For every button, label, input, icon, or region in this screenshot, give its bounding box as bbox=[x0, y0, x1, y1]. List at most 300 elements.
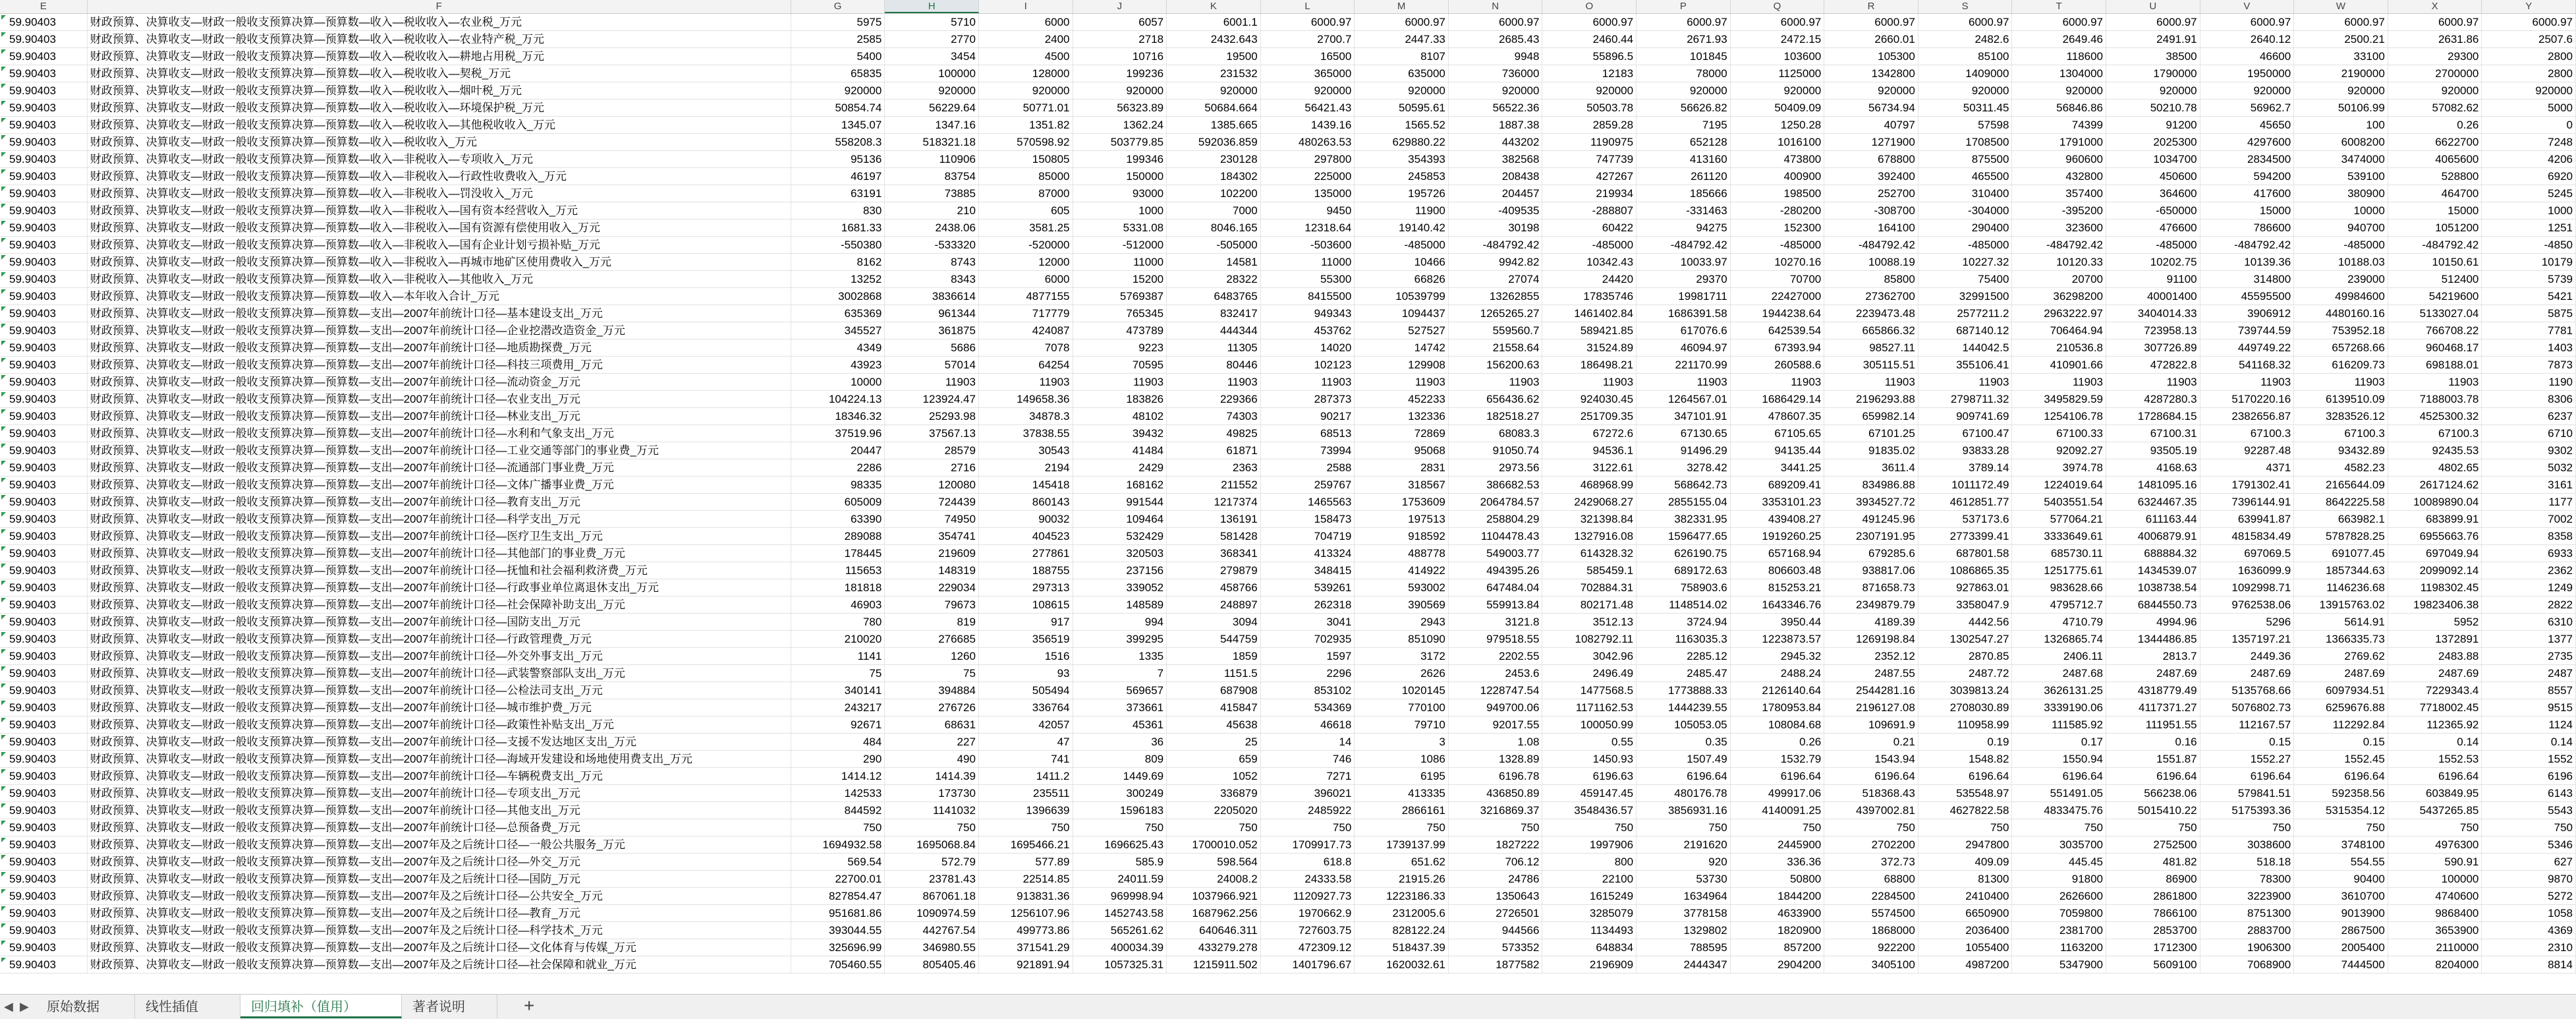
cell-value[interactable]: 339052 bbox=[1073, 579, 1167, 596]
cell-value[interactable]: 10188.03 bbox=[2294, 254, 2388, 270]
cell-value[interactable]: 390569 bbox=[1355, 597, 1449, 613]
column-header-j[interactable]: J bbox=[1073, 0, 1167, 13]
cell-value[interactable]: 800 bbox=[1542, 854, 1637, 870]
cell-value[interactable]: 2798711.32 bbox=[1918, 391, 2013, 407]
cell-value[interactable]: 2831 bbox=[1355, 459, 1449, 476]
cell-indicator-name[interactable]: 财政预算、决算收支—财政一般收支预算决算—预算数—支出—2007年及之后统计口径—一般公共服务_万元 bbox=[88, 836, 791, 853]
cell-value[interactable]: 2099092.14 bbox=[2388, 562, 2482, 579]
cell-value[interactable]: 95136 bbox=[791, 151, 885, 167]
cell-value[interactable]: 1773888.33 bbox=[1637, 682, 1731, 699]
cell-value[interactable]: 994 bbox=[1073, 614, 1167, 630]
cell-value[interactable]: 594200 bbox=[2200, 168, 2295, 185]
cell-value[interactable]: 505494 bbox=[979, 682, 1073, 699]
cell-value[interactable]: 1271900 bbox=[1824, 134, 1918, 150]
cell-value[interactable]: 1449.69 bbox=[1073, 768, 1167, 784]
cell-value[interactable]: 1507.49 bbox=[1637, 751, 1731, 767]
column-header-g[interactable]: G bbox=[791, 0, 885, 13]
cell-value[interactable]: 11903 bbox=[1073, 374, 1167, 390]
cell-value[interactable]: 503779.85 bbox=[1073, 134, 1167, 150]
cell-value[interactable]: 605 bbox=[979, 202, 1073, 219]
cell-code[interactable]: 59.90403 bbox=[0, 939, 88, 956]
cell-value[interactable]: 30198 bbox=[1449, 219, 1543, 236]
cell-value[interactable]: -484792.42 bbox=[1824, 237, 1918, 253]
cell-value[interactable]: 991544 bbox=[1073, 494, 1167, 510]
cell-value[interactable]: 4140091.25 bbox=[1731, 802, 1825, 819]
cell-value[interactable]: 750 bbox=[2388, 819, 2482, 836]
cell-indicator-name[interactable]: 财政预算、决算收支—财政一般收支预算决算—预算数—支出—2007年前统计口径—医疗卫生支出_万元 bbox=[88, 528, 791, 544]
cell-value[interactable]: 453762 bbox=[1261, 322, 1355, 339]
cell-value[interactable]: 2005400 bbox=[2294, 939, 2388, 956]
cell-value[interactable]: 38500 bbox=[2106, 48, 2200, 65]
column-header-t[interactable]: T bbox=[2012, 0, 2106, 13]
cell-value[interactable]: 10466 bbox=[1355, 254, 1449, 270]
cell-value[interactable]: 75 bbox=[885, 665, 979, 682]
cell-value[interactable]: 687140.12 bbox=[1918, 322, 2013, 339]
cell-value[interactable]: 2400 bbox=[979, 31, 1073, 47]
cell-value[interactable]: 66826 bbox=[1355, 271, 1449, 287]
cell-value[interactable]: 5175393.36 bbox=[2200, 802, 2295, 819]
cell-value[interactable]: 12318.64 bbox=[1261, 219, 1355, 236]
cell-value[interactable]: 1465563 bbox=[1261, 494, 1355, 510]
column-header-i[interactable]: I bbox=[979, 0, 1073, 13]
cell-value[interactable]: 871658.73 bbox=[1824, 579, 1918, 596]
cell-value[interactable]: 262318 bbox=[1261, 597, 1355, 613]
cell-value[interactable]: 5686 bbox=[885, 339, 979, 356]
cell-value[interactable]: 424087 bbox=[979, 322, 1073, 339]
cell-value[interactable]: 1051200 bbox=[2388, 219, 2482, 236]
cell-value[interactable]: 4287280.3 bbox=[2106, 391, 2200, 407]
cell-value[interactable]: 1686391.58 bbox=[1637, 305, 1731, 322]
cell-value[interactable]: 4877155 bbox=[979, 288, 1073, 305]
cell-value[interactable]: 2859.28 bbox=[1542, 117, 1637, 133]
cell-value[interactable]: 181818 bbox=[791, 579, 885, 596]
cell-value[interactable]: 657268.66 bbox=[2294, 339, 2388, 356]
cell-value[interactable]: 2485.47 bbox=[1637, 665, 1731, 682]
cell-value[interactable]: 115653 bbox=[791, 562, 885, 579]
cell-value[interactable]: 3283526.12 bbox=[2294, 408, 2388, 424]
cell-indicator-name[interactable]: 财政预算、决算收支—财政一般收支预算决算—预算数—收入—非税收入—国有资本经营收入_万元 bbox=[88, 202, 791, 219]
cell-value[interactable]: 765345 bbox=[1073, 305, 1167, 322]
cell-value[interactable]: 410901.66 bbox=[2012, 357, 2106, 373]
cell-value[interactable]: 938817.06 bbox=[1824, 562, 1918, 579]
cell-value[interactable]: -484792.42 bbox=[2388, 237, 2482, 253]
cell-value[interactable]: 539100 bbox=[2294, 168, 2388, 185]
cell-value[interactable]: 289088 bbox=[791, 528, 885, 544]
cell-value[interactable]: 9223 bbox=[1073, 339, 1167, 356]
cell-value[interactable]: 827854.47 bbox=[791, 888, 885, 904]
cell-value[interactable]: 36298200 bbox=[2012, 288, 2106, 305]
cell-value[interactable]: 144042.5 bbox=[1918, 339, 2013, 356]
cell-value[interactable]: 380900 bbox=[2294, 185, 2388, 202]
cell-value[interactable]: 95068 bbox=[1355, 442, 1449, 459]
cell-value[interactable]: 949700.06 bbox=[1449, 699, 1543, 716]
cell-value[interactable]: 2822 bbox=[2482, 597, 2576, 613]
cell-value[interactable]: 65835 bbox=[791, 65, 885, 82]
cell-value[interactable]: 277861 bbox=[979, 545, 1073, 562]
cell-value[interactable]: 1597 bbox=[1261, 648, 1355, 664]
cell-value[interactable]: 450600 bbox=[2106, 168, 2200, 185]
cell-value[interactable]: 6196.64 bbox=[1637, 768, 1731, 784]
cell-value[interactable]: 678800 bbox=[1824, 151, 1918, 167]
cell-value[interactable]: 6955663.76 bbox=[2388, 528, 2482, 544]
cell-value[interactable]: 92017.55 bbox=[1449, 716, 1543, 733]
cell-indicator-name[interactable]: 财政预算、决算收支—财政一般收支预算决算—预算数—支出—2007年前统计口径—城市维护费_万元 bbox=[88, 699, 791, 716]
cell-value[interactable]: 1223873.57 bbox=[1731, 631, 1825, 647]
cell-indicator-name[interactable]: 财政预算、决算收支—财政一般收支预算决算—预算数—收入—税收收入—环境保护税_万元 bbox=[88, 100, 791, 116]
cell-value[interactable]: 1450.93 bbox=[1542, 751, 1637, 767]
cell-value[interactable]: 585.9 bbox=[1073, 854, 1167, 870]
cell-value[interactable]: -288807 bbox=[1542, 202, 1637, 219]
cell-value[interactable]: 6622700 bbox=[2388, 134, 2482, 150]
cell-value[interactable]: 1124 bbox=[2482, 716, 2576, 733]
cell-value[interactable]: 480176.78 bbox=[1637, 785, 1731, 801]
cell-value[interactable]: 683899.91 bbox=[2388, 511, 2482, 527]
cell-value[interactable]: 627 bbox=[2482, 854, 2576, 870]
cell-value[interactable]: 54219600 bbox=[2388, 288, 2482, 305]
cell-value[interactable]: 2769.62 bbox=[2294, 648, 2388, 664]
cell-code[interactable]: 59.90403 bbox=[0, 82, 88, 99]
cell-value[interactable]: 103600 bbox=[1731, 48, 1825, 65]
cell-value[interactable]: 5403551.54 bbox=[2012, 494, 2106, 510]
cell-value[interactable]: 488778 bbox=[1355, 545, 1449, 562]
cell-value[interactable]: 5952 bbox=[2388, 614, 2482, 630]
cell-value[interactable]: 3974.78 bbox=[2012, 459, 2106, 476]
cell-value[interactable]: 9013900 bbox=[2294, 905, 2388, 921]
cell-value[interactable]: 1058 bbox=[2482, 905, 2576, 921]
cell-value[interactable]: 4206 bbox=[2482, 151, 2576, 167]
cell-value[interactable]: 321398.84 bbox=[1542, 511, 1637, 527]
cell-value[interactable]: 581428 bbox=[1167, 528, 1261, 544]
cell-value[interactable]: 386682.53 bbox=[1449, 477, 1543, 493]
cell-value[interactable]: 132336 bbox=[1355, 408, 1449, 424]
cell-value[interactable]: 100050.99 bbox=[1542, 716, 1637, 733]
cell-value[interactable]: 3358047.9 bbox=[1918, 597, 2013, 613]
cell-value[interactable]: 3906912 bbox=[2200, 305, 2295, 322]
cell-value[interactable]: 746 bbox=[1261, 751, 1355, 767]
cell-value[interactable]: 9450 bbox=[1261, 202, 1355, 219]
cell-value[interactable]: 534369 bbox=[1261, 699, 1355, 716]
cell-indicator-name[interactable]: 财政预算、决算收支—财政一般收支预算决算—预算数—收入—税收收入—耕地占用税_万元 bbox=[88, 48, 791, 65]
cell-value[interactable]: 6001.1 bbox=[1167, 14, 1261, 30]
cell-indicator-name[interactable]: 财政预算、决算收支—财政一般收支预算决算—预算数—支出—2007年前统计口径—行政事业单位离退休支出_万元 bbox=[88, 579, 791, 596]
cell-value[interactable]: 2716 bbox=[885, 459, 979, 476]
cell-value[interactable]: 920000 bbox=[1073, 82, 1167, 99]
cell-value[interactable]: 8557 bbox=[2482, 682, 2576, 699]
cell-value[interactable]: 2718 bbox=[1073, 31, 1167, 47]
cell-value[interactable]: 499773.86 bbox=[979, 922, 1073, 939]
cell-value[interactable]: 1857344.63 bbox=[2294, 562, 2388, 579]
cell-value[interactable]: 857200 bbox=[1731, 939, 1825, 956]
cell-code[interactable]: 59.90403 bbox=[0, 905, 88, 921]
cell-value[interactable]: 478607.35 bbox=[1731, 408, 1825, 424]
cell-value[interactable]: 100 bbox=[2294, 117, 2388, 133]
cell-value[interactable]: 2947800 bbox=[1918, 836, 2013, 853]
cell-value[interactable]: 6000.97 bbox=[1637, 14, 1731, 30]
cell-value[interactable]: 1034700 bbox=[2106, 151, 2200, 167]
cell-value[interactable]: 4371 bbox=[2200, 459, 2295, 476]
cell-indicator-name[interactable]: 财政预算、决算收支—财政一般收支预算决算—预算数—支出—2007年前统计口径—基本建设支出_万元 bbox=[88, 305, 791, 322]
cell-value[interactable]: 67105.65 bbox=[1731, 425, 1825, 442]
cell-value[interactable]: 49984600 bbox=[2294, 288, 2388, 305]
cell-value[interactable]: 10000 bbox=[2294, 202, 2388, 219]
cell-value[interactable]: 1700010.052 bbox=[1167, 836, 1261, 853]
column-header-s[interactable]: S bbox=[1918, 0, 2013, 13]
cell-value[interactable]: 3548436.57 bbox=[1542, 802, 1637, 819]
cell-value[interactable]: 5614.91 bbox=[2294, 614, 2388, 630]
cell-value[interactable]: 11903 bbox=[1731, 374, 1825, 390]
cell-value[interactable]: 7059800 bbox=[2012, 905, 2106, 921]
cell-value[interactable]: 8046.165 bbox=[1167, 219, 1261, 236]
cell-value[interactable]: 11903 bbox=[885, 374, 979, 390]
cell-value[interactable]: 8358 bbox=[2482, 528, 2576, 544]
cell-value[interactable]: 2202.55 bbox=[1449, 648, 1543, 664]
cell-value[interactable]: 739744.59 bbox=[2200, 322, 2295, 339]
cell-value[interactable]: 5347900 bbox=[2012, 956, 2106, 973]
cell-value[interactable]: 747739 bbox=[1542, 151, 1637, 167]
cell-value[interactable]: 20447 bbox=[791, 442, 885, 459]
cell-value[interactable]: 3950.44 bbox=[1731, 614, 1825, 630]
cell-value[interactable]: 0.35 bbox=[1637, 734, 1731, 750]
cell-value[interactable]: 1790000 bbox=[2106, 65, 2200, 82]
cell-value[interactable]: 512400 bbox=[2388, 271, 2482, 287]
cell-indicator-name[interactable]: 财政预算、决算收支—财政一般收支预算决算—预算数—支出—2007年前统计口径—教育支出_万元 bbox=[88, 494, 791, 510]
cell-value[interactable]: 110958.99 bbox=[1918, 716, 2013, 733]
cell-value[interactable]: 458766 bbox=[1167, 579, 1261, 596]
cell-value[interactable]: 102123 bbox=[1261, 357, 1355, 373]
cell-code[interactable]: 59.90403 bbox=[0, 579, 88, 596]
cell-value[interactable]: 9942.82 bbox=[1449, 254, 1543, 270]
cell-value[interactable]: 2483.88 bbox=[2388, 648, 2482, 664]
cell-value[interactable]: 1171162.53 bbox=[1542, 699, 1637, 716]
cell-value[interactable]: 400900 bbox=[1731, 168, 1825, 185]
cell-value[interactable]: 1350643 bbox=[1449, 888, 1543, 904]
cell-value[interactable]: 40001400 bbox=[2106, 288, 2200, 305]
cell-value[interactable]: 354393 bbox=[1355, 151, 1449, 167]
cell-value[interactable]: 25293.98 bbox=[885, 408, 979, 424]
cell-value[interactable]: 67130.65 bbox=[1637, 425, 1731, 442]
cell-value[interactable]: 178445 bbox=[791, 545, 885, 562]
cell-value[interactable]: 8642225.58 bbox=[2294, 494, 2388, 510]
cell-value[interactable]: 573352 bbox=[1449, 939, 1543, 956]
cell-code[interactable]: 59.90403 bbox=[0, 168, 88, 185]
cell-value[interactable]: 1877582 bbox=[1449, 956, 1543, 973]
cell-value[interactable]: 87000 bbox=[979, 185, 1073, 202]
cell-value[interactable]: 392400 bbox=[1824, 168, 1918, 185]
cell-indicator-name[interactable]: 财政预算、决算收支—财政一般收支预算决算—预算数—支出—2007年及之后统计口径—社会保障和就业_万元 bbox=[88, 956, 791, 973]
cell-value[interactable]: 199346 bbox=[1073, 151, 1167, 167]
cell-value[interactable]: 6196.64 bbox=[1918, 768, 2013, 784]
cell-indicator-name[interactable]: 财政预算、决算收支—财政一般收支预算决算—预算数—支出—2007年前统计口径—企业挖潜改造资金_万元 bbox=[88, 322, 791, 339]
cell-value[interactable]: 2381700 bbox=[2012, 922, 2106, 939]
cell-indicator-name[interactable]: 财政预算、决算收支—财政一般收支预算决算—预算数—支出—2007年及之后统计口径—国防_万元 bbox=[88, 871, 791, 887]
cell-value[interactable]: 2800 bbox=[2482, 65, 2576, 82]
cell-value[interactable]: 6483765 bbox=[1167, 288, 1261, 305]
cell-value[interactable]: 605009 bbox=[791, 494, 885, 510]
cell-value[interactable]: 98335 bbox=[791, 477, 885, 493]
cell-value[interactable]: 8343 bbox=[885, 271, 979, 287]
cell-indicator-name[interactable]: 财政预算、决算收支—财政一般收支预算决算—预算数—收入—税收收入—农业税_万元 bbox=[88, 14, 791, 30]
cell-code[interactable]: 59.90403 bbox=[0, 477, 88, 493]
cell-value[interactable]: 4318779.49 bbox=[2106, 682, 2200, 699]
cell-value[interactable]: 1057325.31 bbox=[1073, 956, 1167, 973]
cell-value[interactable]: 6008200 bbox=[2294, 134, 2388, 150]
cell-value[interactable]: 365000 bbox=[1261, 65, 1355, 82]
cell-indicator-name[interactable]: 财政预算、决算收支—财政一般收支预算决算—预算数—支出—2007年前统计口径—林业支出_万元 bbox=[88, 408, 791, 424]
cell-value[interactable]: 465500 bbox=[1918, 168, 2013, 185]
cell-code[interactable]: 59.90403 bbox=[0, 408, 88, 424]
cell-value[interactable]: 210 bbox=[885, 202, 979, 219]
cell-value[interactable]: 640646.311 bbox=[1167, 922, 1261, 939]
cell-indicator-name[interactable]: 财政预算、决算收支—财政一般收支预算决算—预算数—支出—2007年前统计口径—其他支出_万元 bbox=[88, 802, 791, 819]
cell-value[interactable]: 6000.97 bbox=[2200, 14, 2295, 30]
cell-code[interactable]: 59.90403 bbox=[0, 425, 88, 442]
cell-value[interactable]: 518368.43 bbox=[1824, 785, 1918, 801]
cell-value[interactable]: 10342.43 bbox=[1542, 254, 1637, 270]
cell-value[interactable]: 2432.643 bbox=[1167, 31, 1261, 47]
cell-value[interactable]: 5000 bbox=[2482, 100, 2576, 116]
cell-value[interactable]: 2429068.27 bbox=[1542, 494, 1637, 510]
cell-value[interactable]: 93432.89 bbox=[2294, 442, 2388, 459]
cell-value[interactable]: 1780953.84 bbox=[1731, 699, 1825, 716]
cell-value[interactable]: -485000 bbox=[1731, 237, 1825, 253]
cell-value[interactable]: 535548.97 bbox=[1918, 785, 2013, 801]
cell-code[interactable]: 59.90403 bbox=[0, 48, 88, 65]
cell-value[interactable]: 36 bbox=[1073, 734, 1167, 750]
cell-value[interactable]: 5346 bbox=[2482, 836, 2576, 853]
cell-value[interactable]: 518437.39 bbox=[1355, 939, 1449, 956]
cell-value[interactable]: 17835746 bbox=[1542, 288, 1637, 305]
cell-value[interactable]: 577064.21 bbox=[2012, 511, 2106, 527]
cell-value[interactable]: 1265265.27 bbox=[1449, 305, 1543, 322]
cell-value[interactable]: 2702200 bbox=[1824, 836, 1918, 853]
cell-value[interactable]: 1439.16 bbox=[1261, 117, 1355, 133]
cell-value[interactable]: 2191620 bbox=[1637, 836, 1731, 853]
cell-value[interactable]: 559560.7 bbox=[1449, 322, 1543, 339]
cell-value[interactable]: 46600 bbox=[2200, 48, 2295, 65]
cell-value[interactable]: 3039813.24 bbox=[1918, 682, 2013, 699]
cell-code[interactable]: 59.90403 bbox=[0, 322, 88, 339]
cell-value[interactable]: 85100 bbox=[1918, 48, 2013, 65]
cell-value[interactable]: 629880.22 bbox=[1355, 134, 1449, 150]
cell-value[interactable]: 2487.69 bbox=[2106, 665, 2200, 682]
column-header-m[interactable]: M bbox=[1355, 0, 1449, 13]
cell-value[interactable]: 4442.56 bbox=[1918, 614, 2013, 630]
cell-value[interactable]: 243217 bbox=[791, 699, 885, 716]
cell-value[interactable]: 3441.25 bbox=[1731, 459, 1825, 476]
cell-value[interactable]: 2487.72 bbox=[1918, 665, 2013, 682]
cell-value[interactable]: 472309.12 bbox=[1261, 939, 1355, 956]
cell-value[interactable]: 1372891 bbox=[2388, 631, 2482, 647]
column-header-v[interactable]: V bbox=[2200, 0, 2295, 13]
cell-value[interactable]: 1020145 bbox=[1355, 682, 1449, 699]
cell-value[interactable]: 21915.26 bbox=[1355, 871, 1449, 887]
cell-value[interactable]: 2773399.41 bbox=[1918, 528, 2013, 544]
cell-value[interactable]: 2196293.88 bbox=[1824, 391, 1918, 407]
cell-value[interactable]: 45638 bbox=[1167, 716, 1261, 733]
cell-value[interactable]: 1615249 bbox=[1542, 888, 1637, 904]
cell-value[interactable]: 1643346.76 bbox=[1731, 597, 1825, 613]
cell-value[interactable]: 2472.15 bbox=[1731, 31, 1825, 47]
cell-value[interactable]: 15000 bbox=[2388, 202, 2482, 219]
cell-value[interactable]: 1708500 bbox=[1918, 134, 2013, 150]
cell-value[interactable]: 1.08 bbox=[1449, 734, 1543, 750]
cell-value[interactable]: 14 bbox=[1261, 734, 1355, 750]
cell-value[interactable]: 11903 bbox=[2106, 374, 2200, 390]
cell-value[interactable]: 924030.45 bbox=[1542, 391, 1637, 407]
cell-value[interactable]: 951681.86 bbox=[791, 905, 885, 921]
cell-value[interactable]: 2196127.08 bbox=[1824, 699, 1918, 716]
cell-value[interactable]: 2640.12 bbox=[2200, 31, 2295, 47]
cell-value[interactable]: 60422 bbox=[1542, 219, 1637, 236]
cell-value[interactable]: 3495829.59 bbox=[2012, 391, 2106, 407]
cell-value[interactable]: 310400 bbox=[1918, 185, 2013, 202]
cell-value[interactable]: 6196.64 bbox=[1824, 768, 1918, 784]
cell-value[interactable]: 7396144.91 bbox=[2200, 494, 2295, 510]
cell-value[interactable]: 572.79 bbox=[885, 854, 979, 870]
cell-value[interactable]: 1251775.61 bbox=[2012, 562, 2106, 579]
cell-value[interactable]: 6933 bbox=[2482, 545, 2576, 562]
cell-value[interactable]: 921891.94 bbox=[979, 956, 1073, 973]
cell-value[interactable]: 927863.01 bbox=[1918, 579, 2013, 596]
cell-value[interactable]: 1532.79 bbox=[1731, 751, 1825, 767]
cell-code[interactable]: 59.90403 bbox=[0, 854, 88, 870]
cell-value[interactable]: 356519 bbox=[979, 631, 1073, 647]
cell-value[interactable]: 348415 bbox=[1261, 562, 1355, 579]
cell-value[interactable]: 3353101.23 bbox=[1731, 494, 1825, 510]
cell-value[interactable]: 11903 bbox=[1824, 374, 1918, 390]
cell-value[interactable]: 1827222 bbox=[1449, 836, 1543, 853]
cell-value[interactable]: 3042.96 bbox=[1542, 648, 1637, 664]
cell-value[interactable]: 373661 bbox=[1073, 699, 1167, 716]
cell-value[interactable]: 5437265.85 bbox=[2388, 802, 2482, 819]
cell-value[interactable]: -520000 bbox=[979, 237, 1073, 253]
cell-value[interactable]: 565261.62 bbox=[1073, 922, 1167, 939]
cell-value[interactable]: 3404014.33 bbox=[2106, 305, 2200, 322]
cell-value[interactable]: 920000 bbox=[2294, 82, 2388, 99]
cell-value[interactable]: 940700 bbox=[2294, 219, 2388, 236]
cell-value[interactable]: 2631.86 bbox=[2388, 31, 2482, 47]
cell-value[interactable]: 24011.59 bbox=[1073, 871, 1167, 887]
cell-value[interactable]: 50854.74 bbox=[791, 100, 885, 116]
cell-code[interactable]: 59.90403 bbox=[0, 459, 88, 476]
cell-value[interactable]: 42057 bbox=[979, 716, 1073, 733]
cell-value[interactable]: 532429 bbox=[1073, 528, 1167, 544]
cell-value[interactable]: 112292.84 bbox=[2294, 716, 2388, 733]
cell-code[interactable]: 59.90403 bbox=[0, 751, 88, 767]
cell-value[interactable]: 0.15 bbox=[2200, 734, 2295, 750]
cell-value[interactable]: 494395.26 bbox=[1449, 562, 1543, 579]
cell-value[interactable]: 4168.63 bbox=[2106, 459, 2200, 476]
cell-value[interactable]: 1328.89 bbox=[1449, 751, 1543, 767]
cell-value[interactable]: 45595500 bbox=[2200, 288, 2295, 305]
cell-value[interactable]: 382331.95 bbox=[1637, 511, 1731, 527]
cell-value[interactable]: 3121.8 bbox=[1449, 614, 1543, 630]
cell-value[interactable]: 1163200 bbox=[2012, 939, 2106, 956]
cell-value[interactable]: 10227.32 bbox=[1918, 254, 2013, 270]
cell-value[interactable]: 2487 bbox=[2482, 665, 2576, 682]
cell-value[interactable]: 1552.45 bbox=[2294, 751, 2388, 767]
cell-code[interactable]: 59.90403 bbox=[0, 134, 88, 150]
cell-indicator-name[interactable]: 财政预算、决算收支—财政一般收支预算决算—预算数—支出—2007年前统计口径—外交外事支出_万元 bbox=[88, 648, 791, 664]
cell-value[interactable]: 67100.33 bbox=[2012, 425, 2106, 442]
cell-value[interactable]: 697069.5 bbox=[2200, 545, 2295, 562]
cell-value[interactable]: 592358.56 bbox=[2294, 785, 2388, 801]
cell-value[interactable]: 566238.06 bbox=[2106, 785, 2200, 801]
cell-value[interactable]: 2861800 bbox=[2106, 888, 2200, 904]
cell-indicator-name[interactable]: 财政预算、决算收支—财政一般收支预算决算—预算数—支出—2007年前统计口径—水利和气象支出_万元 bbox=[88, 425, 791, 442]
cell-value[interactable]: 3 bbox=[1355, 734, 1449, 750]
cell-value[interactable]: 85800 bbox=[1824, 271, 1918, 287]
